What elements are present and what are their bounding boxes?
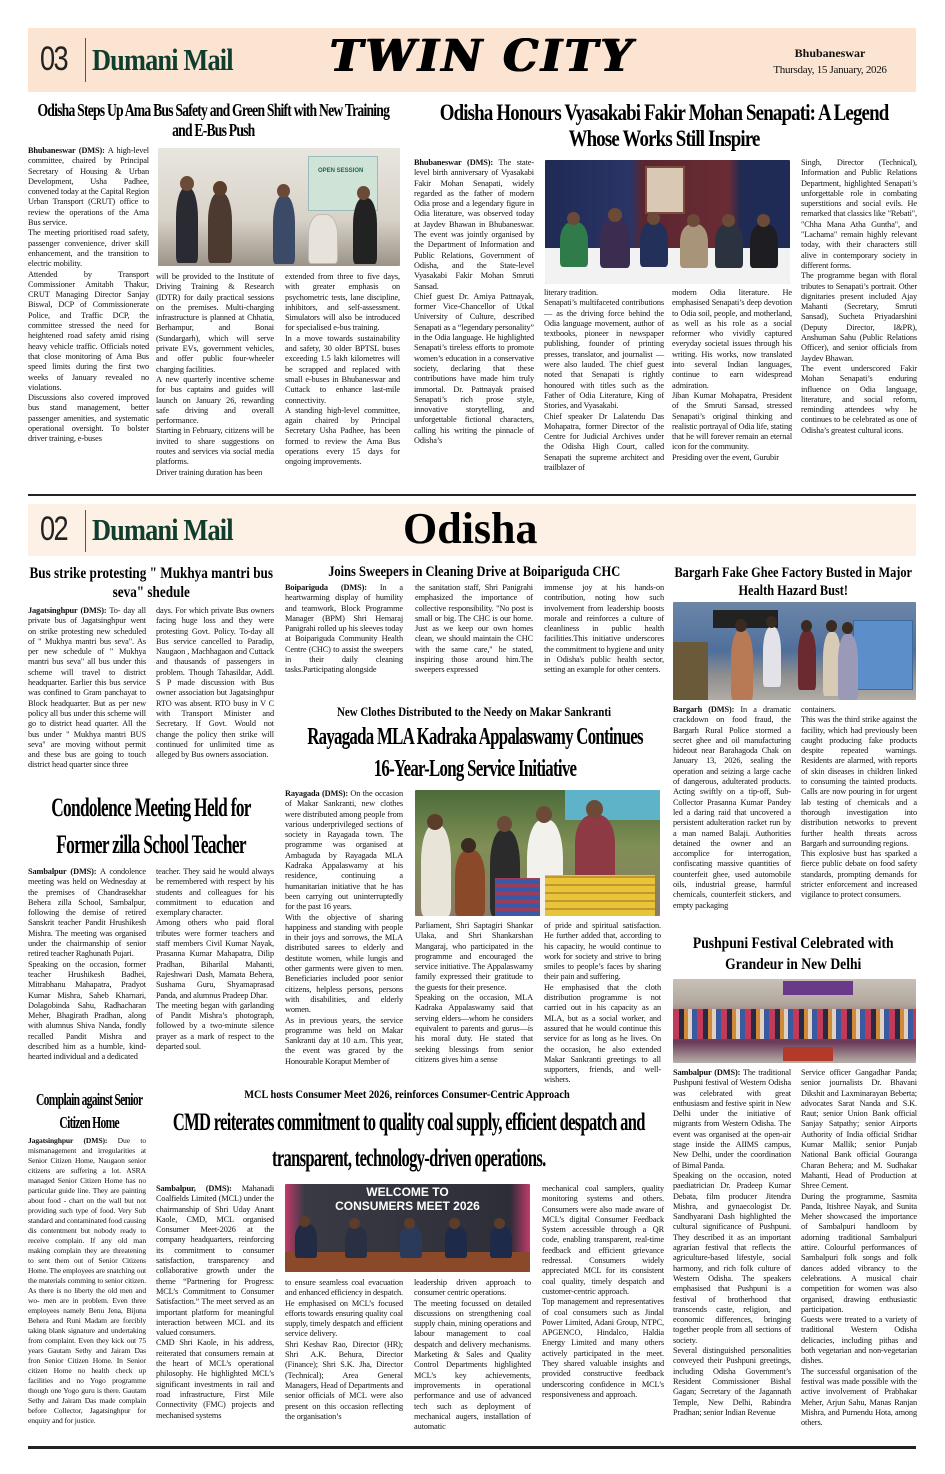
article-column [544,288,664,473]
edition-info [750,46,910,76]
article-column [801,705,917,901]
page-number: 02 [40,510,68,548]
article-column [542,1184,664,1400]
dateline: Sambalpur, (DMS): [156,1184,232,1193]
article-column [28,1136,146,1426]
paragraph: The successful organisation of the festival was made possible with the active involvement of Prabhakar Meher, Arjun Sahu, Manas Ranjan Mishra, and Purnendu Hota, among others. [801,1366,917,1428]
paragraph: Driver training duration has been [156,467,263,477]
dateline: Sambalpur (DMS): [28,867,97,876]
paragraph: Sambalpur (DMS): A condolence meeting was held on Wednesday at the premises of Chandrasekhar Behera zilla School, Sambalpur, following the demise of retired Sanskrit teacher Pandit Hrushikesh Mishra. The meeting was organised under the chairmanship of senior retired teacher Raghunath Pujari. [28,867,146,959]
paragraph: With the objective of sharing happiness and standing with people in their joys and sorrows, the MLA distributed sarees to elderly and destitute women, while lungis and other garments were given to men. Beneficiaries included poor senior citizens, helpless persons, persons with disabilities, and elderly women. [285,912,403,1015]
paragraph: literary tradition. [544,288,598,297]
paragraph: Several distinguished personalities conveyed their Pushpuni greetings, including Odisha Government’s Resident Commissioner Bishal Gagan; Secretary of the Jagannath Temple, New Delhi, Rabindra Pradhan; senior Indian Revenue [673,1346,791,1417]
edition-date: Thursday, 15 January, 2026 [773,64,887,76]
page-bottom-rule [28,1446,916,1449]
article-column [801,1068,917,1428]
section-title: Odisha [403,504,538,553]
paragraph: CMD Shri Kaole, in his address, reiterated that consumers remain at the heart of MCL’s operational philosophy. He highlighted MCL’s significant investments in rail and road infrastructure, First Mile Connectivity (FMC) projects and mechanised systems [156,1338,274,1420]
article-column [28,606,146,771]
paragraph: Speaking on the occasion, MLA Kadraka Appalaswamy said that serving elders—whom he considers equivalent to parents and gurus—is his moral duty. He stated that seeking blessings from senior citizens gives him a sense [415,993,533,1064]
paragraph: Rayagada (DMS): On the occasion of Makar Sankranti, new clothes were distributed among people from various underprivileged sections of society in Rayagada town. The programme was organised at Ambaguda by Rayagada MLA Kadraka Appalaswamy at his residence, continuing a humanitarian initiative that he has been carrying out uninterruptedly for the past 16 years. [285,789,404,912]
brand-logo: Dumani Mail [92,512,233,547]
paragraph: Chief guest Dr. Amiya Pattnayak, former Vice-Chancellor of Utkal University of Culture, described Senapati as a “legendary personality” in the Odia language. He highlighted Senapati’s tireless efforts to promote women’s education in a conservative society, declaring that these contributions have made him truly immortal. Dr. Pattnayak praised Senapati’s rich prose style, innovative storytelling, and unforgettable fictional characters, calling his writing the pinnacle of Odisha’s [414,291,534,446]
paragraph: modern Odia literature. He emphasised Senapati’s deep devotion to Odia soil, people, and motherland, as well as his role as a social reformer who vividly captured everyday societal issues through his writing. His works, now translated into several Indian languages, continue to earn widespread admiration. [672,288,792,390]
paragraph: Starting in February, citizens will be invited to share suggestions on routes and services via social media platforms. [156,426,274,467]
paragraph: Bargarh (DMS): In a dramatic crackdown on food fraud, the Bargarh Rural Police stormed a secret ghee and oil manufacturing hideout near Barahagoda Chak on January 13, 2026, sealing the operation and seizing a large cache of dangerous, adulterated products. Acting swiftly on a tip-off, Sub-Collector Prasanna Kumar Pandey led a daring raid that uncovered a persistent adulteration racket run by a man named Balaji. Authorities detained the owner and an accomplice for interrogation, confiscating massive quantities of counterfeit ghee, used automobile oils, industrial grease, harmful chemicals, counterfeit stickers, and empty packaging [673,705,791,910]
page-number: 03 [40,40,68,78]
photo-ama-bus-meeting [158,148,400,266]
article-column [801,158,917,436]
paragraph: In a move towards sustainability and safety, 30 older BPTSL buses exceeding 1.5 lakh kilometres will be scrapped and replaced with small e-buses in Bhubaneswar and Cuttack to enhance last-mile connectivity. [285,333,400,405]
paragraph: As in previous years, the service programme was held on Makar Sankranti day at 10 a.m. This year, the event was graced by the Honourable Koraput Member of [285,1015,403,1066]
divider [85,510,86,552]
paragraph: extended from three to five days, with greater emphasis on psychometric tests, lane discipline, inhibitors, and self-assessment. Simulators will also be introduced for specialised e-bus training. [285,272,400,333]
section-title: TWIN CITY [330,31,636,82]
paragraph: Bhubaneswar (DMS): The state-level birth anniversary of Vyasakabi Fakir Mohan Senapati, widely regarded as the father of modern Odia prose and a legendary figure in Odia literature, was observed today at Jaydev Bhawan in Bhubaneswar. The event was jointly organised by the Department of Information and Public Relations, Government of Odisha, and the State-level Vyasakabi Fakir Mohan Smruti Sansad. [414,158,534,291]
edition-place: Bhubaneswar [794,46,866,60]
paragraph: Chief speaker Dr Lalatendu Das Mohapatra, former Director of the Centre for Judicial Archives under the Odisha High Court, called Senapati the supreme architect and trailblazer of [544,411,664,473]
dateline: Bhubaneswar (DMS): [28,146,105,155]
headline-pushpuni: Pushpuni Festival Celebrated with Grandeur in New Delhi [692,935,894,973]
dateline: Jagatsinghpur (DMS): [28,606,107,615]
article-column [156,1184,274,1421]
dateline: Bargarh (DMS): [673,705,735,714]
dateline: Rayagada (DMS): [285,789,348,798]
article-column [285,272,400,468]
paragraph: Sambalpur (DMS): The traditional Pushpuni festival of Western Odisha was celebrated with great enthusiasm and festive spirit in New Delhi under the initiative of migrants from Western Odisha. The event was organised at the open-air stage inside the AIIMS campus, New Delhi, under the coordination of Bimal Panda. [673,1068,791,1170]
paragraph: The meeting focussed on detailed discussions on strengthening coal supply chain, mining operations and labour management to coal despatch and delivery mechanisms. Marketing & Sales and Quality Control Departments highlighted MCL’s key achievements, improvements in operational performance and use of advanced tech such as deployment of mechanical augers, installation of automatic [414,1298,531,1432]
headline-mcl: CMD reiterates commitment to quality coal supply, efficient despatch and transparent, technology-driven operations. [172,1109,645,1172]
paragraph: Speaking on the occasion, former teacher Hrushikesh Badhei, Mitrabhanu Mahapatra, Pradyot Kumar Mishra, Saheb Kharnari, Dolagobinda Sahu, Radhacharan Meher, Bhagirath Pradhan, along with alumnus Shiva Nanda, fondly recalled Pandit Mishra and described him as a humble, kind-hearted individual and a dedicated [28,959,146,1062]
photo-banner-line2: CONSUMERS MEET 2026 [335,1199,480,1213]
kicker-mcl: MCL hosts Consumer Meet 2026, reinforces Consumer-Centric Approach [244,1089,570,1101]
divider [85,38,86,82]
article-column [544,583,664,676]
paragraph: to ensure seamless coal evacuation and enhanced efficiency in despatch. He emphasised on MCL’s focused efforts towards ensuring quality coal supply, timely despatch and efficient service delivery. [285,1278,403,1339]
paragraph: the sanitation staff, Shri Panigrahi emphasized the importance of collective responsibility. "No post is small or big. The CHC is our home. Just as we keep our own homes clean, we should maintain the CHC with the same care," he stated, inspiring those around him.The sweepers expressed [415,583,533,675]
paragraph: The meeting prioritised road safety, passenger convenience, driver skill enhancement, and the transition to electric mobility. [28,228,149,269]
headline-complain: Complain against Senior Citizen Home [35,1090,143,1132]
paragraph: Attended by Transport Commissioner Amitabh Thakur, CRUT Managing Director Sanjay Biswal, DCP of Commissionerate Police, and Traffic DCP, the committee stressed the need for heightened road safety amid rising heavy vehicle traffic. Officials noted that close monitoring of Ama Bus speed limits during the first two weeks of January revealed no violations. [28,269,149,392]
masthead-odisha [28,504,916,556]
paragraph: The event underscored Fakir Mohan Senapati’s enduring influence on Odia language, literature, and social reform, reminding attendees why he continues to be celebrated as one of Odisha’s greatest cultural icons. [801,363,917,435]
kicker-rayagada: New Clothes Distributed to the Needy on Makar Sankranti [336,704,612,719]
article-column [414,158,534,446]
paragraph: Top management and representatives of coal consumers such as Jindal Power Limited, Adani Group, NTPC, APGENCO, Hindalco, Haldia Energy Limited and many others actively participated in the meet. They shared valuable insights and provided constructive feedback underscoring confidence in MCL’s responsiveness and approach. [542,1297,664,1399]
headline-boipariguda: Joins Sweepers in Cleaning Drive at Boipariguda CHC [328,564,621,580]
paragraph: Guests were treated to a variety of traditional Western Odisha delicacies, including pithas and both vegetarian and non-vegetarian dishes. [801,1315,917,1366]
article-column [28,146,149,445]
headline-bus-strike: Bus strike protesting " Mukhya mantri bus seva" shedule [29,565,274,601]
paragraph: The meeting began with garlanding of Pandit Mishra’s photograph, followed by a two-minute silence prayer as a mark of respect to the departed soul. [156,1000,274,1052]
paragraph: Presiding over the event, Gurubir [672,452,779,462]
article-column [156,867,274,1052]
paragraph: Senapati’s multifaceted contributions — as the driving force behind the Odia language movement, author of textbooks, pioneer in newspaper publishing, founder of printing presses, translator, and journalist — were also lauded. The chief guest noted that Senapati is rightly honoured with titles such as the Father of Odia Literature, King of Stories, and Vyasakabi. [544,298,664,411]
article-column [415,921,533,1065]
article-column [673,705,791,911]
article-column [544,921,661,1086]
paragraph: Jagatsinghpur (DMS): To- day all private bus of Jagatsinghpur went on strike protesting new scheduled of " Mukhya mantri bus seva". As per new schedule of " Mukhya mantri bus seva" all bus under this scheme will travel to district headquarter. Earlier this bus service was confined to Gram panchayat to Block headquarter. But as per new policy all bus under this scheme will go to district head quarter. All the bus under " Mukhya mantri BUS seva" are moving without permit and these bus are going to touch district head quarter since three [28,606,146,770]
headline-senapati: Odisha Honours Vyasakabi Fakir Mohan Senapati: A Legend Whose Works Still Inspire [439,100,889,151]
paragraph: During the programme, Sasmita Panda, Itishree Nayak, and Sunita Meher showcased the importance of Sambalpuri handloom by adorning traditional Sambalpuri attire. Colourful performances of Sambalpuri folk songs and folk dances added vibrancy to the celebrations. A musical chair competition for women was also organised, drawing enthusiastic participation. [801,1191,917,1314]
paragraph: Service officer Gangadhar Panda; senior journalists Dr. Bhavani Dikshit and Laxminarayan Beberta; advocates Sarat Nanda and S.K. Raut; senior Union Bank official Sanjay Satpathy; senior Airports Authority of India official Sridhar Kumar Mallik; senior Punjab National Bank official Gouranga Charan Behera; and M. Sudhakar Mahanti, Head of Production at Shree Cement. [801,1068,917,1191]
masthead-twin-city [28,28,916,92]
paragraph: will be provided to the Institute of Driving Training & Research (IDTR) for daily practical sessions on the premises. Multi-charging infrastructure is planned at Chhatia, Berhampur, and Bonai (Sundargarh), which will serve private EVs, government vehicles, and offer public four-wheeler charging facilities. [156,272,274,374]
article-column [28,867,146,1063]
dateline: Jagatsinghpur (DMS): [28,1136,108,1145]
paragraph: Parliament, Shri Saptagiri Shankar Ulaka, and Shri Shankarshan Mangaraj, who participated in the programme and encouraged the service initiative. The Appalaswamy family expressed their gratitude to the guests for their presence. [415,921,533,992]
paragraph: immense joy at his hands-on contribution, noting how such involvement from leadership boosts morale and reinforces a culture of cleanliness in public health facilities.This initiative underscores the commitment to hygiene and unity in Odisha's public health sector, setting an example for other centers. [544,583,664,675]
brand-logo: Dumani Mail [92,42,233,77]
article-column [414,1278,531,1432]
paragraph: Singh, Director (Technical), Information and Public Relations Department, highlighted Senapati’s unforgettable role in combating superstitions and social evils. He remarked that classics like "Rebati", "Chha Mana Atha Guntha", and "Lachama" remain highly relevant today, with their characters still alive in contemporary society in different forms. [801,158,917,270]
paragraph: leadership driven approach to consumer centric operations. [414,1278,531,1298]
photo-consumer-meet [285,1184,530,1272]
article-column [285,583,403,676]
paragraph: Sambalpur, (DMS): Mahanadi Coalfields Limited (MCL) under the chairmanship of Shri Uday Anant Kaole, CMD, MCL organised Consumer Meet-2026 at the company headquarters, reinforcing its commitment to consumer satisfaction, transparency and collaborative growth under the theme “Partnering for Progress: MCL’s Commitment to Consumer Satisfaction.” The meet served as an important platform for meaningful interaction between MCL and its valued consumers. [156,1184,274,1338]
headline-bargarh: Bargarh Fake Ghee Factory Busted in Major Health Hazard Bust! [674,565,913,599]
dateline: Sambalpur (DMS): [673,1068,741,1077]
photo-clothes-distribution [415,790,660,916]
article-column [673,1068,791,1418]
paragraph: Jagatsinghpur (DMS): Due to mismanagement and irregularities at Senior Citizen Home, Naugaon senior citizens are suffering a lot. ASRA managed Senior Citizen Home has no particular guide line. They are painting about food - chart on the wall but not providing such type of food. Very Sub standard and contaminated food causing dis contentment but nobody ready to receive complain. If any old man making complain they are threatening to sent them out of Senior Citizens Home. The employees are snatching out the materials comming to senior citizen. As there is no liberty the old men and wo- men are in problem. Even three employees namely Benu Jena, Bijuna Behera and Runi Madam are forcibly taking blank signature and undertaking from complaint. Even they kick out 75 years Gautam Sethy and Jairam Das fron Senior Citizen Home. In Senior citizen Home no health check up facilities and no Yogo programme though one Yogo guru is there. Gautam Sethy and Jairam Das made complain before Collector, Jagatsinghpur for enquiry and for justice. [28,1136,147,1425]
paragraph: The programme began with floral tributes to Senapati’s portrait. Other dignitaries present included Ajay Mahanti (Secretary, Smruti Sansad), Sucheta Priyadarshini (Deputy Director, I&PR), Anshuman Sahu (Public Relations Officer), and senior officials from Jaydev Bhawan. [801,271,917,363]
paragraph: Bhubaneswar (DMS): A high-level committee, chaired by Principal Secretary of Housing & Urban Development, Usha Padhee, convened today at the Capital Region Urban Transport (CRUT) office to review the operations of the Ama Bus service. [28,146,149,228]
headline-rayagada: Rayagada MLA Kadraka Appalaswamy Continues 16-Year-Long Service Initiative [307,724,643,782]
paragraph: This explosive bust has sparked a fierce public debate on food safety standards, prompting demands for stricter enforcement and increased vigilance to protect consumers. [801,849,917,900]
paragraph: Speaking on the occasion, noted paediatrician Dr. Pradeep Kumar Debata, film producer Jitendra Mishra, and gynaecologist Dr. Sandhyarani Dash highlighted the cultural significance of Pushpuni. They described it as an important agrarian festival that reflects the agriculture-based lifestyle, social harmony, and rich folk culture of Western Odisha. The speakers emphasised that Pushpuni is a festival of brotherhood that transcends caste, religion, and economic differences, bringing together people from all sections of society. [673,1170,791,1345]
paragraph: Jiban Kumar Mohapatra, President of the Smruti Sansad, stressed Senapati’s original thinking and realistic portrayal of Odia life, stating that he will forever remain an eternal icon for the community. [672,390,792,452]
photo-banner-line1: WELCOME TO [366,1185,449,1199]
headline-condolence: Condolence Meeting Held for Former zilla School Teacher [51,793,251,859]
photo-pushpuni-group [673,979,916,1063]
paragraph: He emphasised that the cloth distribution programme is not carried out in his capacity as an MLA, but as a social worker, and assured that he would continue this service for as long as he lives. On the occasion, he also extended Makar Sankranti greetings to all supporters, friends, and well-wishers. [544,982,661,1085]
paragraph: Among others who paid floral tributes were former teachers and staff members Civil Kumar Nayak, Prasanna Kumar Mahapatra, Dilip Pradhan, Biharilal Mahanti, Rajeshwari Dash, Mamata Behera, Sushama Guru, Shyamaprasad Panda, and alumnus Pradeep Dhar. [156,918,274,1000]
paragraph: of pride and spiritual satisfaction. He further added that, according to his capacity, he would continue to work for society and strive to bring smiles to people’s faces by sharing their pain and suffering. [544,921,661,982]
photo-senapati-event [545,160,790,284]
paragraph: Shri Keshav Rao, Director (HR); Shri A.K. Behura, Director (Finance); Shri S.K. Jha, Director (Technical); Area General Managers, Head of Departments and senior officials of MCL were also present on this occasion reflecting the organisation’s [285,1339,403,1421]
headline-ama-bus: Odisha Steps Up Ama Bus Safety and Green Shift with New Training and E-Bus Push [37,100,390,140]
paragraph: Discussions also covered improved bus stand management, better passenger amenities, and systematic operational oversight. To bolster driver training, e-buses [28,393,149,444]
article-column [156,272,274,478]
article-column [415,583,533,676]
paragraph: teacher. They said he would always be remembered with respect by his students and colleagues for his commitment to education and exemplary character. [156,867,274,918]
article-column [156,606,274,760]
paragraph: days. For which private Bus owners facing huge loss and they were protesting Govt. Policy. To-day all Bus service cancelled to Paradip, Naugaon , Machhagaon and Cuttack and thausands of passengers in problem. Though Tahasildar, Addl. S P made discussion with Bus owner association but Jagatsinghpur RTO was absent. RTO busy in V C with Transport Minister and Secretary. If Govt. Would not change the policy then strike will continued for unlimited time as alleged by Bus owners association. [156,606,274,760]
article-column [285,1278,403,1422]
photo-fake-ghee-raid [673,602,916,700]
paragraph: Boipariguda (DMS): In a heartwarming display of humility and teamwork, Block Programme Manager (BPM) Shri Hemaraj Panigrahi rolled up his sleeves today at Boipariguda Community Health Centre (CHC) to assist the sweepers in their daily cleaning tasks.Participating alongside [285,583,403,675]
article-column [285,789,403,1067]
paragraph: This was the third strike against the facility, which had previously been caught producing fake products despite repeated warnings. Residents are alarmed, with reports of skin diseases in children linked to consuming the tainted products. Calls are now pouring in for urgent lab testing of chemicals and a thorough investigation into distribution networks to prevent further health threats across Bargarh and surrounding regions. [801,715,917,848]
paragraph: A standing high-level committee, again chaired by Principal Secretary Usha Padhee, has been formed to review the Ama Bus operations every 15 days for ongoing improvements. [285,405,400,467]
paragraph: A new quarterly incentive scheme for bus captains and guides will launch on January 26, rewarding safe driving and overall performance. [156,374,274,426]
photo-sign: OPEN SESSION [318,168,364,174]
article-column [672,288,792,463]
section-divider [28,494,916,496]
paragraph: mechanical coal samplers, quality monitoring systems and others. Consumers were also made aware of MCL’s digital Consumer Feedback System accessible through a QR code, enabling transparent, real-time feedback and efficient grievance redressal. Consumers widely appreciated MCL for its consistent coal quality, timely despatch and customer-centric approach. [542,1184,664,1296]
dateline: Bhubaneswar (DMS): [414,158,494,167]
paragraph: containers. [801,705,836,714]
dateline: Boipariguda (DMS): [285,583,367,592]
